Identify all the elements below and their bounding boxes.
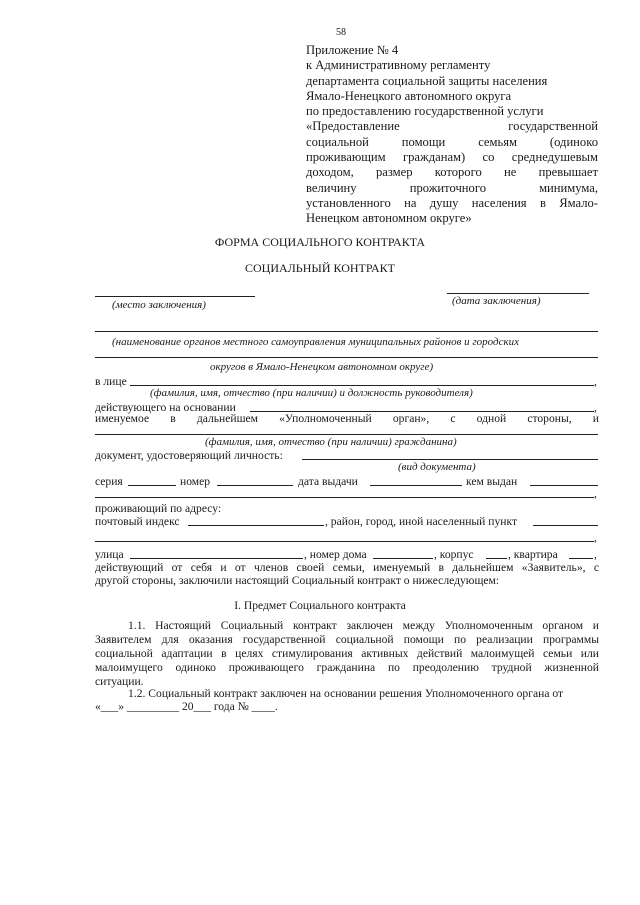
in-person-label: в лице <box>95 375 127 388</box>
head-hint: (фамилия, имя, отчество (при наличии) и должность руководителя) <box>150 387 473 399</box>
org-line-1[interactable] <box>95 331 598 332</box>
appendix-line: «Предоставление государственной <box>306 119 598 134</box>
appendix-line: Ненецком автономном округе» <box>306 211 472 226</box>
building-line[interactable] <box>486 558 507 559</box>
apartment-line[interactable] <box>569 558 593 559</box>
paragraph-line: малоимущего одиноко проживающего гражданина по преодолению трудной жизненной <box>95 660 599 674</box>
comma: , <box>594 487 597 500</box>
postal-code-line[interactable] <box>188 525 324 526</box>
id-document-label: документ, удостоверяющий личность: <box>95 449 283 462</box>
place-line[interactable] <box>95 296 255 297</box>
appendix-line: доходом, размер которого не превышает <box>306 165 598 180</box>
issued-by-line-2[interactable] <box>95 497 594 498</box>
house-label: , номер дома <box>304 548 367 561</box>
issue-date-label: дата выдачи <box>298 475 358 488</box>
appendix-line: установленного на душу населения в Ямало- <box>306 195 598 210</box>
page-number: 58 <box>336 27 346 38</box>
org-hint-1: (наименование органов местного самоуправления муниципальных районов и городских <box>112 336 520 348</box>
appendix-line: величину прожиточного минимума, <box>306 180 598 195</box>
number-line[interactable] <box>217 485 293 486</box>
building-label: , корпус <box>434 548 474 561</box>
comma: , <box>594 375 597 388</box>
appendix-block <box>306 43 598 227</box>
head-line[interactable] <box>130 385 594 386</box>
series-line[interactable] <box>128 485 176 486</box>
acting-basis-label: действующего на основании <box>95 401 236 414</box>
series-label: серия <box>95 475 123 488</box>
apartment-label: , квартира <box>508 548 558 561</box>
contract-title: СОЦИАЛЬНЫЙ КОНТРАКТ <box>245 261 395 275</box>
issued-by-label: кем выдан <box>466 475 518 488</box>
paragraph-line: социальной адаптации в целях стимулирования активных действий малоимущей семьи или <box>95 646 599 660</box>
paragraph-line: Заявителем для оказания государственной социальной помощи по реализации программы <box>95 632 599 646</box>
residing-label: проживающий по адресу: <box>95 502 222 515</box>
number-label: номер <box>180 475 211 488</box>
comma: , <box>594 531 597 544</box>
acting-self-text: действующий от себя и от членов своей семьи, именуемый в дальнейшем «Заявитель», с <box>95 561 599 574</box>
org-hint-2: округов в Ямало-Ненецком автономном округе) <box>210 361 434 373</box>
doc-type-line[interactable] <box>302 459 598 460</box>
comma: , <box>594 401 597 414</box>
date-hint: (дата заключения) <box>452 295 541 307</box>
section-heading: I. Предмет Социального контракта <box>234 599 406 612</box>
district-label: , район, город, иной населенный пункт <box>325 515 518 528</box>
place-hint: (место заключения) <box>112 299 206 311</box>
issued-by-line[interactable] <box>530 485 598 486</box>
appendix-line: департамента социальной защиты населения <box>306 73 548 88</box>
org-line-2[interactable] <box>95 357 598 358</box>
paragraph-1-1 <box>95 619 599 689</box>
paragraph-line: 1.1. Настоящий Социальный контракт заключен между Уполномоченным органом и <box>128 619 599 632</box>
date-line[interactable] <box>447 293 589 294</box>
appendix-line: Ямало-Ненецкого автономного округа <box>306 88 512 103</box>
paragraph-1-2-line-2: «___» _________ 20___ года № ____. <box>95 700 278 713</box>
comma: , <box>594 548 597 561</box>
appendix-line: к Административному регламенту <box>306 58 491 73</box>
appendix-line: проживающим гражданам) со среднедушевым <box>306 150 598 165</box>
appendix-line: социальной помощи семьям (одиноко <box>306 134 598 149</box>
paragraph-1-2-line-1: 1.2. Социальный контракт заключен на основании решения Уполномоченного органа от <box>128 687 564 700</box>
street-label: улица <box>95 548 124 561</box>
other-side-text: другой стороны, заключили настоящий Социальный контракт о нижеследующем: <box>95 574 500 587</box>
referred-as-text: именуемое в дальнейшем «Уполномоченный орган», с одной стороны, и <box>95 412 599 425</box>
form-title: ФОРМА СОЦИАЛЬНОГО КОНТРАКТА <box>214 235 426 249</box>
appendix-line: по предоставлению государственной услуги <box>306 104 544 119</box>
paragraph-line: ситуации. <box>95 674 144 688</box>
postal-code-label: почтовый индекс <box>95 515 180 528</box>
district-line-2[interactable] <box>95 541 594 542</box>
doc-type-hint: (вид документа) <box>398 461 476 473</box>
appendix-line: Приложение № 4 <box>306 43 399 57</box>
street-line[interactable] <box>130 558 303 559</box>
house-line[interactable] <box>373 558 433 559</box>
citizen-line[interactable] <box>95 434 598 435</box>
issue-date-line[interactable] <box>370 485 462 486</box>
citizen-hint: (фамилия, имя, отчество (при наличии) гражданина) <box>205 436 457 448</box>
district-line[interactable] <box>533 525 598 526</box>
